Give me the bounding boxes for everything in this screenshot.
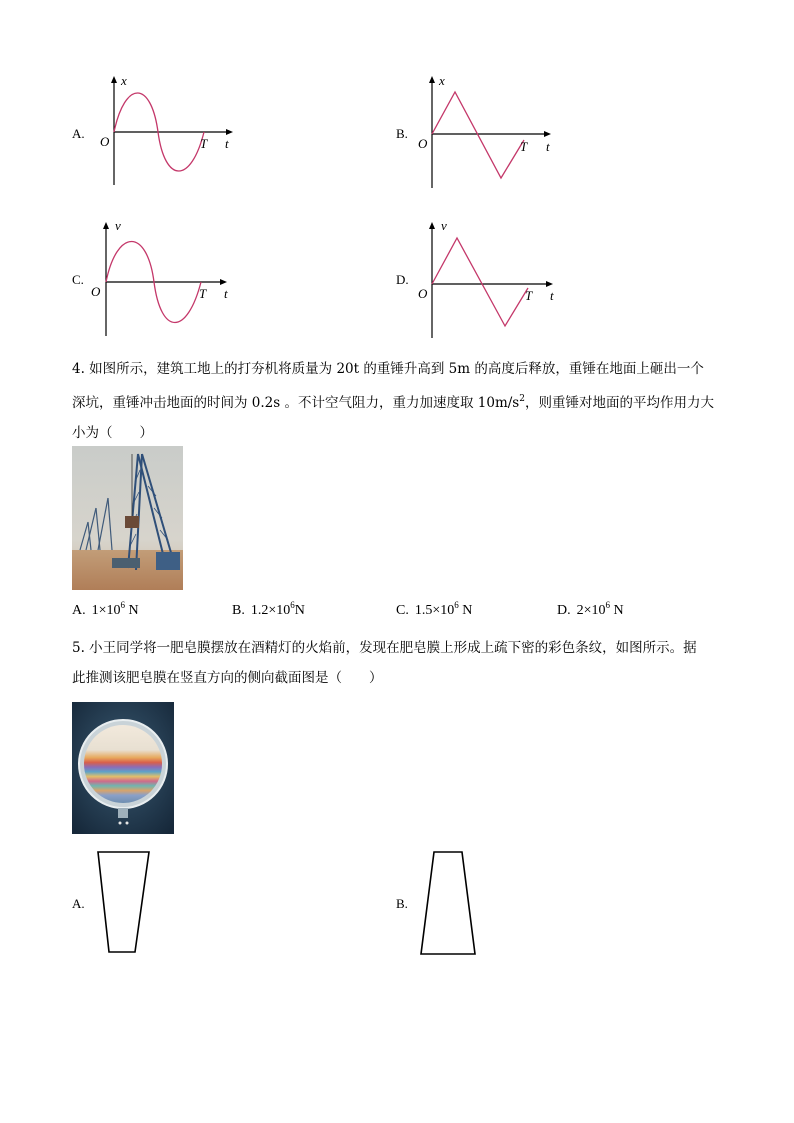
graph-x-sine: [95, 70, 240, 190]
axis-label: x: [121, 73, 127, 88]
option-label: B.: [232, 603, 245, 618]
period-label: T: [199, 286, 207, 301]
axis-label: v: [115, 218, 121, 233]
trapezoid-shape: [421, 852, 475, 954]
axis-label: x: [439, 73, 445, 88]
question-4-text: [72, 354, 722, 448]
question-line: 5. 小王同学将一肥皂膜摆放在酒精灯的火焰前，发现在肥皂膜上形成上疏下密的彩色条纹，如图所示。据: [72, 640, 697, 656]
period-label: T: [520, 139, 528, 154]
superscript: 2: [519, 394, 525, 404]
option-label: D.: [557, 603, 571, 618]
option-label: D.: [396, 272, 409, 287]
option-label: A.: [72, 126, 85, 141]
cross-section-wide-bottom: [418, 848, 480, 958]
graph-v-sine: [87, 216, 237, 340]
time-label: t: [546, 139, 550, 154]
y-axis-arrow-icon: [111, 76, 117, 83]
time-label: t: [225, 136, 229, 151]
option-label: B.: [396, 126, 408, 141]
question-line: 深坑，重锤冲击地面的时间为 0.2s 。不计空气阻力，重力加速度取 $10m/s^2$，则重锤对地面的平均作用力大: [72, 394, 714, 411]
t-axis-arrow-icon: [220, 279, 227, 285]
option-d[interactable]: D. $2\times 10^6$ N: [557, 600, 624, 618]
question-line: 4. 如图所示，建筑工地上的打夯机将质量为 20t 的重锤升高到 5m 的高度后释放，重锤在地面上砸出一个: [72, 361, 704, 377]
option-label: C.: [72, 272, 84, 287]
origin-label: O: [91, 284, 101, 299]
option-label: A.: [72, 603, 86, 618]
option-label: A.: [72, 896, 85, 911]
soap-film-photo: [72, 702, 174, 834]
trapezoid-shape: [98, 852, 149, 952]
question-line: 此推测该肥皂膜在竖直方向的侧向截面图是（ ）: [72, 670, 383, 686]
question-line: 小为（ ）: [72, 425, 153, 441]
triangle-curve: [432, 92, 524, 178]
y-axis-arrow-icon: [429, 76, 435, 83]
t-axis-arrow-icon: [546, 281, 553, 287]
origin-label: O: [418, 286, 428, 301]
graph-v-triangle: [413, 216, 563, 342]
option-label: B.: [396, 896, 408, 911]
option-c[interactable]: C. $1.5\times 10^6$ N: [396, 600, 473, 618]
time-label: t: [224, 286, 228, 301]
y-axis-arrow-icon: [103, 222, 109, 229]
axis-label: v: [441, 218, 447, 233]
period-label: T: [525, 288, 533, 303]
triangle-curve: [432, 238, 528, 326]
cross-section-wide-top: [94, 848, 154, 956]
t-axis-arrow-icon: [544, 131, 551, 137]
pile-driver-photo: [72, 446, 183, 590]
time-label: t: [550, 288, 554, 303]
y-axis-arrow-icon: [429, 222, 435, 229]
option-b[interactable]: B. $1.2\times 10^6N$: [232, 600, 305, 618]
origin-label: O: [100, 134, 110, 149]
question-5-text: [72, 633, 722, 693]
origin-label: O: [418, 136, 428, 151]
t-axis-arrow-icon: [226, 129, 233, 135]
option-a[interactable]: A. $1\times 10^6$ N: [72, 600, 139, 618]
graph-x-triangle: [413, 70, 558, 192]
option-label: C.: [396, 603, 409, 618]
period-label: T: [200, 136, 208, 151]
